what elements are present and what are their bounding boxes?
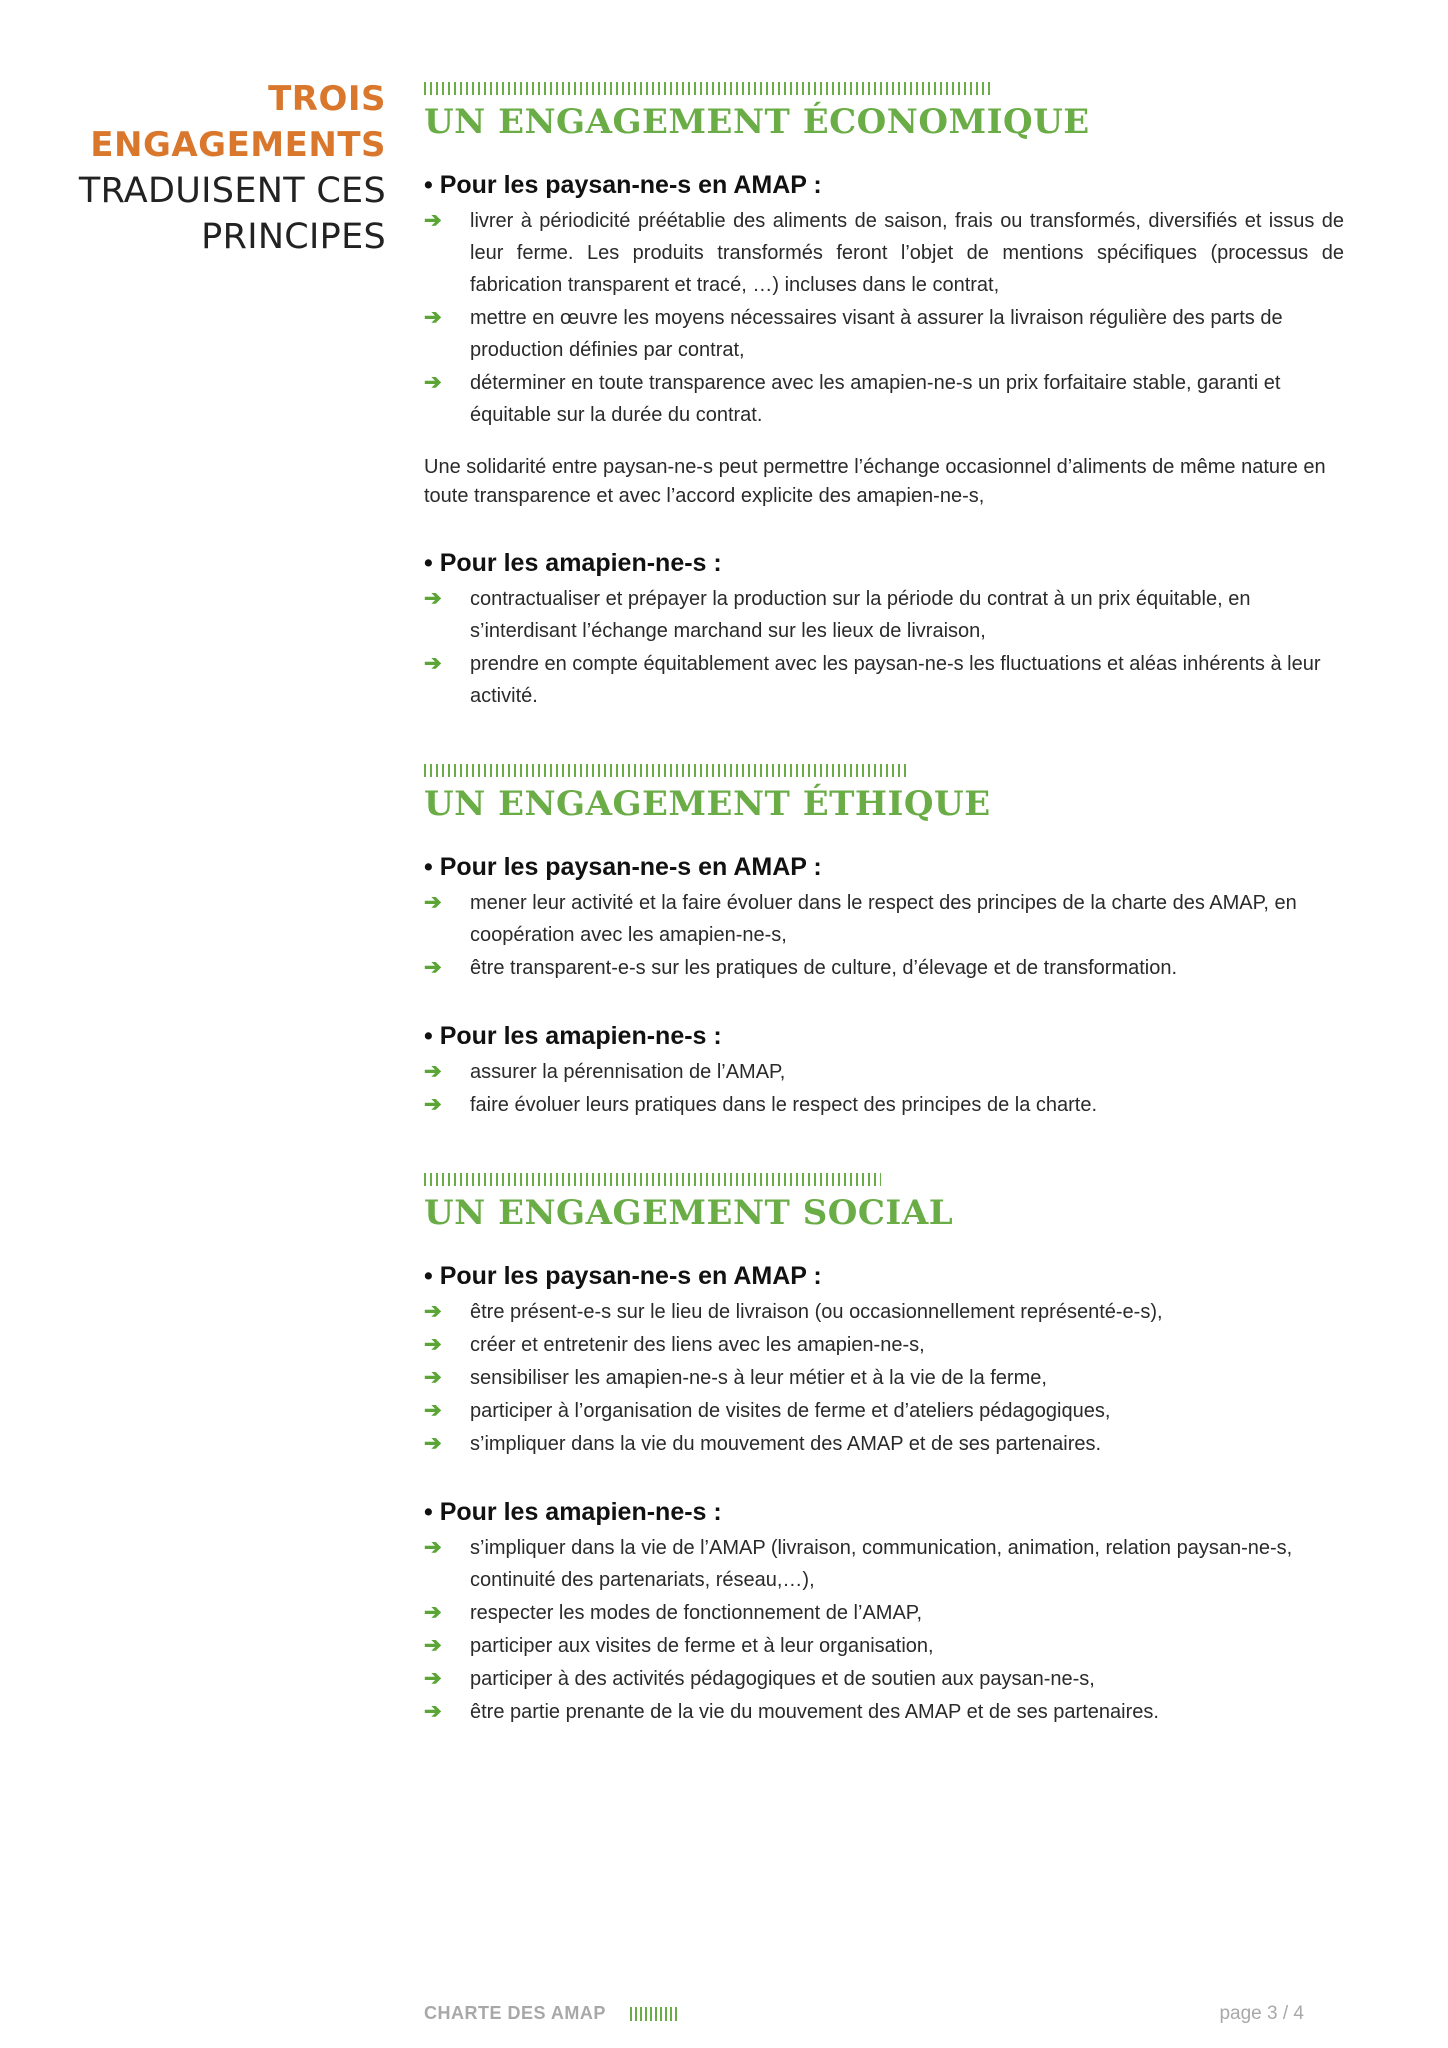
sidebar-title-accent-2: ENGAGEMENTS	[90, 125, 386, 165]
list-item-text: participer à l’organisation de visites de ferme et d’ateliers pédagogiques,	[470, 1400, 1111, 1422]
list-item-text: être présent-e-s sur le lieu de livraison (ou occasionnellement représenté-e-s),	[470, 1301, 1163, 1323]
list-amapiens	[424, 1532, 1344, 1728]
arrow-right-icon: ➔	[424, 956, 442, 979]
list-item	[424, 1296, 1344, 1328]
list-item-text: participer à des activités pédagogiques et de soutien aux paysan-ne-s,	[470, 1668, 1095, 1690]
page-footer	[424, 2003, 1304, 2031]
section-title: UN ENGAGEMENT ÉTHIQUE	[424, 784, 991, 824]
list-item-text: assurer la pérennisation de l’AMAP,	[470, 1061, 786, 1083]
section-title: UN ENGAGEMENT ÉCONOMIQUE	[424, 102, 1090, 142]
subheading-paysans: • Pour les paysan-ne-s en AMAP :	[424, 853, 822, 881]
arrow-right-icon: ➔	[424, 1333, 442, 1356]
list-item-text: prendre en compte équitablement avec les paysan-ne-s les fluctuations et aléas inhérents à leur activité.	[470, 653, 1321, 707]
list-item-text: s’impliquer dans la vie de l’AMAP (livraison, communication, animation, relation paysan-ne-s, continuité des partenariats, réseau,…),	[470, 1537, 1293, 1591]
list-item-text: livrer à périodicité préétablie des aliments de saison, frais ou transformés, diversifiés et issus de leur ferme. Les produits transformés feront l’objet de mentions spécifiques (processus de fabrication transparent et tracé, …) incluses dans le contrat,	[470, 210, 1344, 296]
section-social	[424, 1173, 1344, 1728]
list-item-text: sensibiliser les amapien-ne-s à leur métier et à la vie de la ferme,	[470, 1367, 1047, 1389]
arrow-right-icon: ➔	[424, 1536, 442, 1559]
list-item	[424, 1362, 1344, 1394]
main-content	[424, 82, 1344, 1780]
arrow-right-icon: ➔	[424, 652, 442, 675]
list-item-text: être partie prenante de la vie du mouvement des AMAP et de ses partenaires.	[470, 1701, 1159, 1723]
solidarity-paragraph: Une solidarité entre paysan-ne-s peut permettre l’échange occasionnel d’aliments de même nature en toute transparence et avec l’accord explicite des amapien-ne-s,	[424, 456, 1326, 507]
arrow-right-icon: ➔	[424, 1366, 442, 1389]
list-item-text: participer aux visites de ferme et à leur organisation,	[470, 1635, 934, 1657]
subheading-amapiens: • Pour les amapien-ne-s :	[424, 1022, 722, 1050]
list-item	[424, 1532, 1344, 1596]
list-item	[424, 1395, 1344, 1427]
sidebar-title-plain-1: TRADUISENT CES	[78, 171, 386, 211]
page-number: page 3 / 4	[1219, 2003, 1304, 2024]
arrow-right-icon: ➔	[424, 1300, 442, 1323]
subheading-amapiens: • Pour les amapien-ne-s :	[424, 1498, 722, 1526]
list-item-text: mener leur activité et la faire évoluer dans le respect des principes de la charte des AMAP, en coopération avec les amapien-ne-s,	[470, 892, 1297, 946]
list-paysans	[424, 1296, 1344, 1460]
section-hatch-divider	[424, 82, 994, 95]
list-item-text: mettre en œuvre les moyens nécessaires visant à assurer la livraison régulière des parts de production définies par contrat,	[470, 307, 1283, 361]
sidebar-heading	[40, 76, 386, 260]
subheading-paysans: • Pour les paysan-ne-s en AMAP :	[424, 1262, 822, 1290]
arrow-right-icon: ➔	[424, 1601, 442, 1624]
subheading-paysans: • Pour les paysan-ne-s en AMAP :	[424, 171, 822, 199]
list-item-text: respecter les modes de fonctionnement de l’AMAP,	[470, 1602, 923, 1624]
arrow-right-icon: ➔	[424, 1700, 442, 1723]
list-item	[424, 1056, 1344, 1088]
list-item-text: créer et entretenir des liens avec les amapien-ne-s,	[470, 1334, 925, 1356]
list-item	[424, 952, 1344, 984]
arrow-right-icon: ➔	[424, 1399, 442, 1422]
list-amapiens	[424, 583, 1344, 712]
arrow-right-icon: ➔	[424, 1093, 442, 1116]
list-item	[424, 1428, 1344, 1460]
list-item	[424, 1630, 1344, 1662]
arrow-right-icon: ➔	[424, 371, 442, 394]
arrow-right-icon: ➔	[424, 1634, 442, 1657]
list-item	[424, 1089, 1344, 1121]
subheading-amapiens: • Pour les amapien-ne-s :	[424, 549, 722, 577]
list-item	[424, 1597, 1344, 1629]
section-economique	[424, 82, 1344, 712]
list-item-text: déterminer en toute transparence avec les amapien-ne-s un prix forfaitaire stable, garanti et équitable sur la durée du contrat.	[470, 372, 1281, 426]
list-item-text: contractualiser et prépayer la production sur la période du contrat à un prix équitable, en s’interdisant l’échange marchand sur les lieux de livraison,	[470, 588, 1251, 642]
list-item	[424, 1663, 1344, 1695]
list-item-text: faire évoluer leurs pratiques dans le respect des principes de la charte.	[470, 1094, 1098, 1116]
arrow-right-icon: ➔	[424, 1667, 442, 1690]
section-hatch-divider	[424, 1173, 881, 1186]
list-item	[424, 1696, 1344, 1728]
arrow-right-icon: ➔	[424, 891, 442, 914]
arrow-right-icon: ➔	[424, 209, 442, 232]
arrow-right-icon: ➔	[424, 1432, 442, 1455]
list-item	[424, 367, 1344, 431]
list-item	[424, 648, 1344, 712]
arrow-right-icon: ➔	[424, 587, 442, 610]
list-amapiens	[424, 1056, 1344, 1121]
footer-brand: CHARTE DES AMAP	[424, 2003, 606, 2023]
list-item	[424, 205, 1344, 301]
list-paysans	[424, 205, 1344, 431]
sidebar-title-plain-2: PRINCIPES	[201, 217, 386, 257]
arrow-right-icon: ➔	[424, 1060, 442, 1083]
section-title: UN ENGAGEMENT SOCIAL	[424, 1193, 954, 1233]
list-item	[424, 302, 1344, 366]
sidebar-title-accent-1: TROIS	[268, 79, 386, 119]
list-item	[424, 583, 1344, 647]
list-item	[424, 887, 1344, 951]
list-item	[424, 1329, 1344, 1361]
arrow-right-icon: ➔	[424, 306, 442, 329]
list-item-text: être transparent-e-s sur les pratiques de culture, d’élevage et de transformation.	[470, 957, 1178, 979]
footer-hatch-decoration	[630, 2007, 678, 2021]
list-paysans	[424, 887, 1344, 984]
section-hatch-divider	[424, 764, 909, 777]
list-item-text: s’impliquer dans la vie du mouvement des AMAP et de ses partenaires.	[470, 1433, 1102, 1455]
section-ethique	[424, 764, 1344, 1121]
